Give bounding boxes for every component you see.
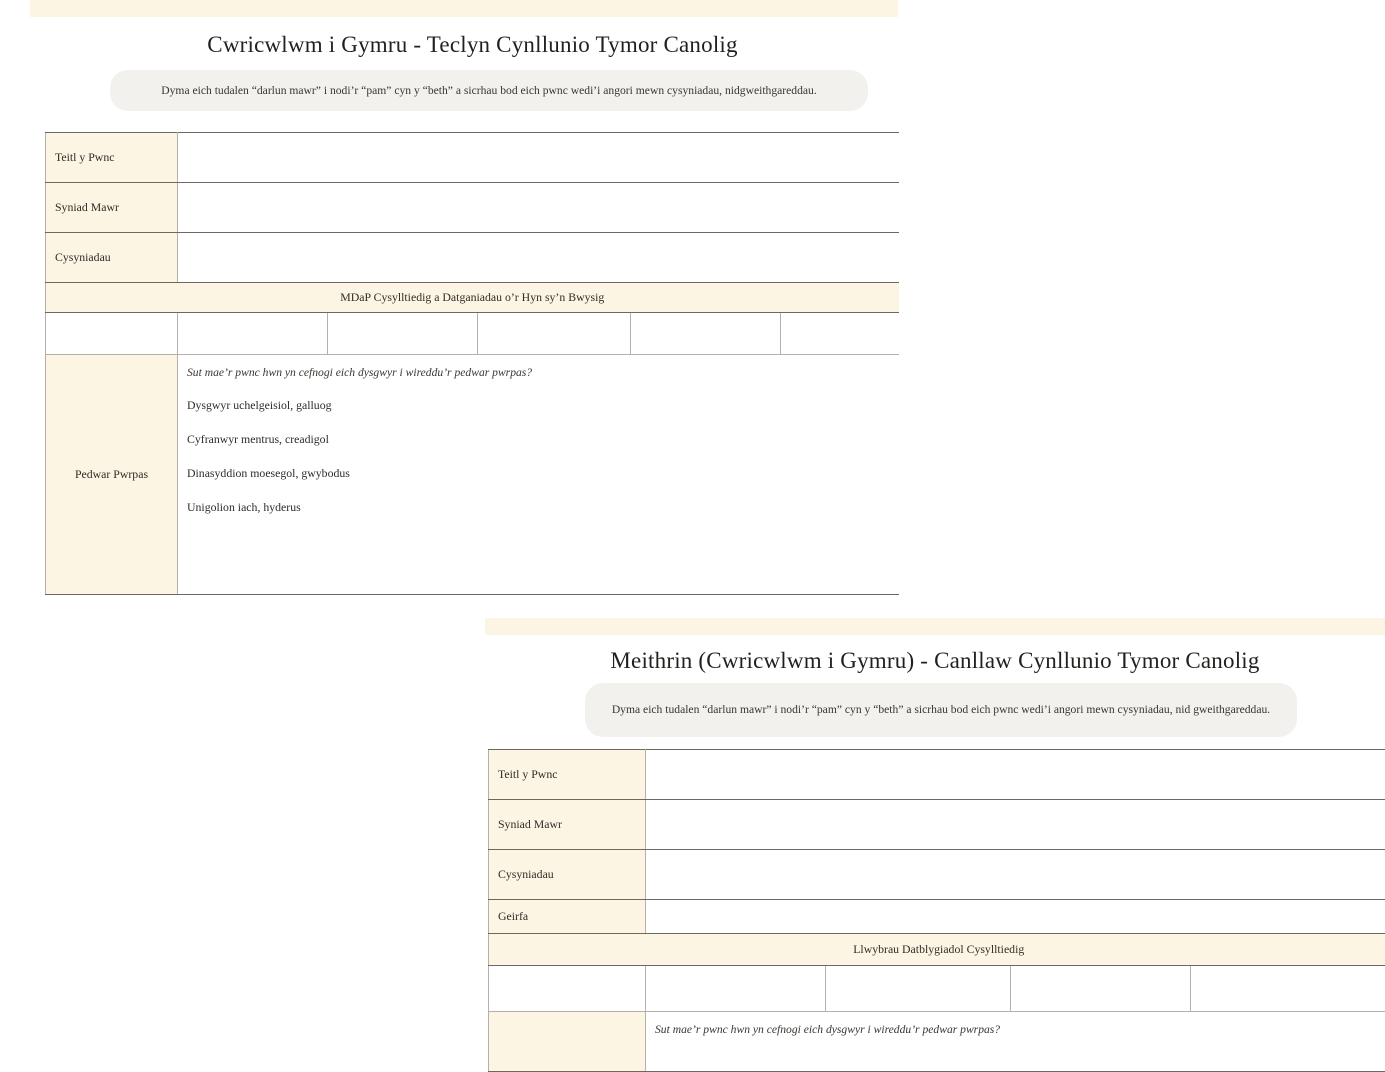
row-label-syniad-mawr: Syniad Mawr [489, 800, 646, 850]
row-label-cysyniadau: Cysyniadau [46, 233, 178, 283]
llwybrau-cell-4[interactable] [1011, 966, 1191, 1012]
llwybrau-cell-1[interactable] [489, 966, 646, 1012]
table-row-llwybrau-grid [489, 966, 1385, 1012]
page-1-title: Cwricwlwm i Gymru - Teclyn Cynllunio Tymor Canolig [45, 32, 900, 58]
page-1-subtitle-text: Dyma eich tudalen “darlun mawr” i nodi’r “pam” cyn y “beth” a sicrhau bod eich pwnc wedi’i angori mewn cysyniadau, nidgweithgareddau. [161, 82, 816, 100]
table-row-mdap-banner [46, 283, 899, 313]
purpose-item-2: Cyfranwyr mentrus, creadigol [187, 432, 890, 447]
purpose-item-4: Unigolion iach, hyderus [187, 500, 890, 515]
pedwar-pwrpas-content[interactable] [646, 1012, 1385, 1072]
table-row-pedwar-pwrpas [489, 1012, 1385, 1072]
llwybrau-cell-5[interactable] [1191, 966, 1385, 1012]
row-label-pedwar-pwrpas: Pedwar Pwrpas [46, 355, 178, 595]
row-value-geirfa[interactable] [646, 900, 1385, 934]
llwybrau-cell-2[interactable] [646, 966, 826, 1012]
table-row-pedwar-pwrpas [46, 355, 899, 595]
row-label-cysyniadau: Cysyniadau [489, 850, 646, 900]
table-row-cysyniadau [489, 850, 1385, 900]
mdap-cell-4[interactable] [478, 313, 631, 355]
row-label-teitl-y-pwnc: Teitl y Pwnc [489, 750, 646, 800]
row-value-teitl-y-pwnc[interactable] [178, 133, 899, 183]
row-value-cysyniadau[interactable] [178, 233, 899, 283]
table-row-geirfa [489, 900, 1385, 934]
page-2-planning-table [488, 749, 1385, 1072]
page-1-planning-table [45, 132, 899, 595]
table-row-teitl-y-pwnc [489, 750, 1385, 800]
row-value-cysyniadau[interactable] [646, 850, 1385, 900]
table-row-syniad-mawr [46, 183, 899, 233]
purpose-item-3: Dinasyddion moesegol, gwybodus [187, 466, 890, 481]
row-value-syniad-mawr[interactable] [178, 183, 899, 233]
pedwar-pwrpas-prompt: Sut mae’r pwnc hwn yn cefnogi eich dysgwyr i wireddu’r pedwar pwrpas? [655, 1023, 1380, 1036]
pedwar-pwrpas-prompt: Sut mae’r pwnc hwn yn cefnogi eich dysgwyr i wireddu’r pedwar pwrpas? [187, 366, 890, 379]
page-2-subtitle-text: Dyma eich tudalen “darlun mawr” i nodi’r “pam” cyn y “beth” a sicrhau bod eich pwnc wedi’i angori mewn cysyniadau, nid gweithgareddau. [612, 701, 1270, 719]
row-label-syniad-mawr: Syniad Mawr [46, 183, 178, 233]
banner-mdap-cysylltiedig: MDaP Cysylltiedig a Datganiadau o’r Hyn sy’n Bwysig [46, 283, 899, 313]
row-label-teitl-y-pwnc: Teitl y Pwnc [46, 133, 178, 183]
table-row-mdap-grid [46, 313, 899, 355]
page-1-accent-bar [30, 0, 898, 17]
mdap-cell-1[interactable] [46, 313, 178, 355]
page-2-subtitle-box [585, 683, 1297, 737]
table-row-syniad-mawr [489, 800, 1385, 850]
banner-llwybrau-datblygiadol: Llwybrau Datblygiadol Cysylltiedig [489, 934, 1385, 966]
table-row-llwybrau-banner [489, 934, 1385, 966]
mdap-cell-3[interactable] [328, 313, 478, 355]
page-2-title: Meithrin (Cwricwlwm i Gymru) - Canllaw Cynllunio Tymor Canolig [485, 648, 1385, 674]
row-label-geirfa: Geirfa [489, 900, 646, 934]
page-2-accent-bar [485, 618, 1385, 635]
row-label-pedwar-pwrpas [489, 1012, 646, 1072]
table-row-cysyniadau [46, 233, 899, 283]
pedwar-pwrpas-content[interactable] [178, 355, 899, 595]
mdap-cell-2[interactable] [178, 313, 328, 355]
purpose-item-1: Dysgwyr uchelgeisiol, galluog [187, 398, 890, 413]
page-1-subtitle-box [110, 70, 868, 111]
document-page-1 [0, 0, 920, 610]
llwybrau-cell-3[interactable] [826, 966, 1011, 1012]
row-value-teitl-y-pwnc[interactable] [646, 750, 1385, 800]
mdap-cell-5[interactable] [631, 313, 781, 355]
document-page-2 [0, 615, 1385, 1039]
row-value-syniad-mawr[interactable] [646, 800, 1385, 850]
table-row-teitl-y-pwnc [46, 133, 899, 183]
mdap-cell-6[interactable] [781, 313, 899, 355]
